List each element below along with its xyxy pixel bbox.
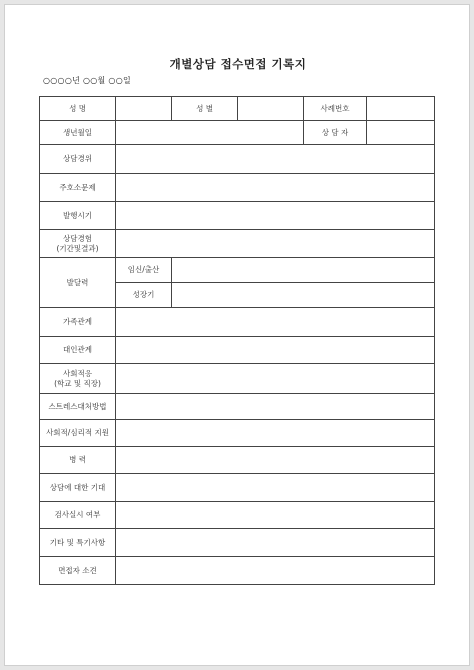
form-row-expectation: [40, 474, 435, 502]
stress-label: 스트레스대처방법: [40, 394, 116, 420]
growth-field[interactable]: [172, 283, 435, 308]
form-row-name: [40, 97, 435, 121]
onset-field[interactable]: [116, 202, 435, 230]
form-row-interpersonal: [40, 337, 435, 364]
development-label: 발달력: [40, 258, 116, 308]
experience-label-line2: (기간및결과): [56, 243, 99, 253]
document-page: [4, 4, 470, 666]
gender-label: 성 별: [172, 97, 238, 121]
medical-field[interactable]: [116, 447, 435, 474]
form-row-experience: [40, 230, 435, 258]
pregnancy-label: 임신/출산: [116, 258, 172, 283]
pregnancy-field[interactable]: [172, 258, 435, 283]
social-field[interactable]: [116, 364, 435, 394]
family-field[interactable]: [116, 308, 435, 337]
form-row-test: [40, 502, 435, 529]
form-row-main-complaint: [40, 174, 435, 202]
form-row-route: [40, 145, 435, 174]
form-row-opinion: [40, 557, 435, 585]
case-number-label: 사례번호: [304, 97, 367, 121]
stress-field[interactable]: [116, 394, 435, 420]
expectation-label: 상담에 대한 기대: [40, 474, 116, 502]
family-label: 가족관계: [40, 308, 116, 337]
counselor-label: 상 담 자: [304, 121, 367, 145]
growth-label: 성장기: [116, 283, 172, 308]
document-title: 개별상담 접수면접 기록지: [169, 57, 307, 71]
test-label: 검사실시 여부: [40, 502, 116, 529]
name-label: 성 명: [40, 97, 116, 121]
interpersonal-field[interactable]: [116, 337, 435, 364]
other-label: 기타 및 특기사항: [40, 529, 116, 557]
main-complaint-label: 주호소문제: [40, 174, 116, 202]
form-row-pregnancy: [40, 258, 435, 283]
support-label: 사회적/심리적 지원: [40, 420, 116, 447]
social-label: [40, 364, 116, 394]
form-row-stress: [40, 394, 435, 420]
interpersonal-label: 대인관계: [40, 337, 116, 364]
form-row-other: [40, 529, 435, 557]
experience-label: [40, 230, 116, 258]
other-field[interactable]: [116, 529, 435, 557]
form-row-support: [40, 420, 435, 447]
test-field[interactable]: [116, 502, 435, 529]
form-row-family: [40, 308, 435, 337]
route-field[interactable]: [116, 145, 435, 174]
intake-form-table: [39, 96, 435, 585]
case-number-field[interactable]: [367, 97, 435, 121]
medical-label: 병 력: [40, 447, 116, 474]
form-row-social: [40, 364, 435, 394]
birth-field[interactable]: [116, 121, 304, 145]
experience-label-line1: 상담경험: [63, 233, 92, 243]
form-row-birth: [40, 121, 435, 145]
support-field[interactable]: [116, 420, 435, 447]
document-date: ○○○○년 ○○월 ○○일: [43, 76, 132, 85]
main-complaint-field[interactable]: [116, 174, 435, 202]
gender-field[interactable]: [238, 97, 304, 121]
expectation-field[interactable]: [116, 474, 435, 502]
social-label-line1: 사회적응: [63, 368, 92, 378]
onset-label: 발행시기: [40, 202, 116, 230]
birth-label: 생년월일: [40, 121, 116, 145]
form-row-onset: [40, 202, 435, 230]
name-field[interactable]: [116, 97, 172, 121]
social-label-line2: (학교 및 직장): [54, 378, 101, 388]
opinion-field[interactable]: [116, 557, 435, 585]
experience-field[interactable]: [116, 230, 435, 258]
opinion-label: 면접자 소견: [40, 557, 116, 585]
form-row-medical: [40, 447, 435, 474]
route-label: 상담경위: [40, 145, 116, 174]
counselor-field[interactable]: [367, 121, 435, 145]
